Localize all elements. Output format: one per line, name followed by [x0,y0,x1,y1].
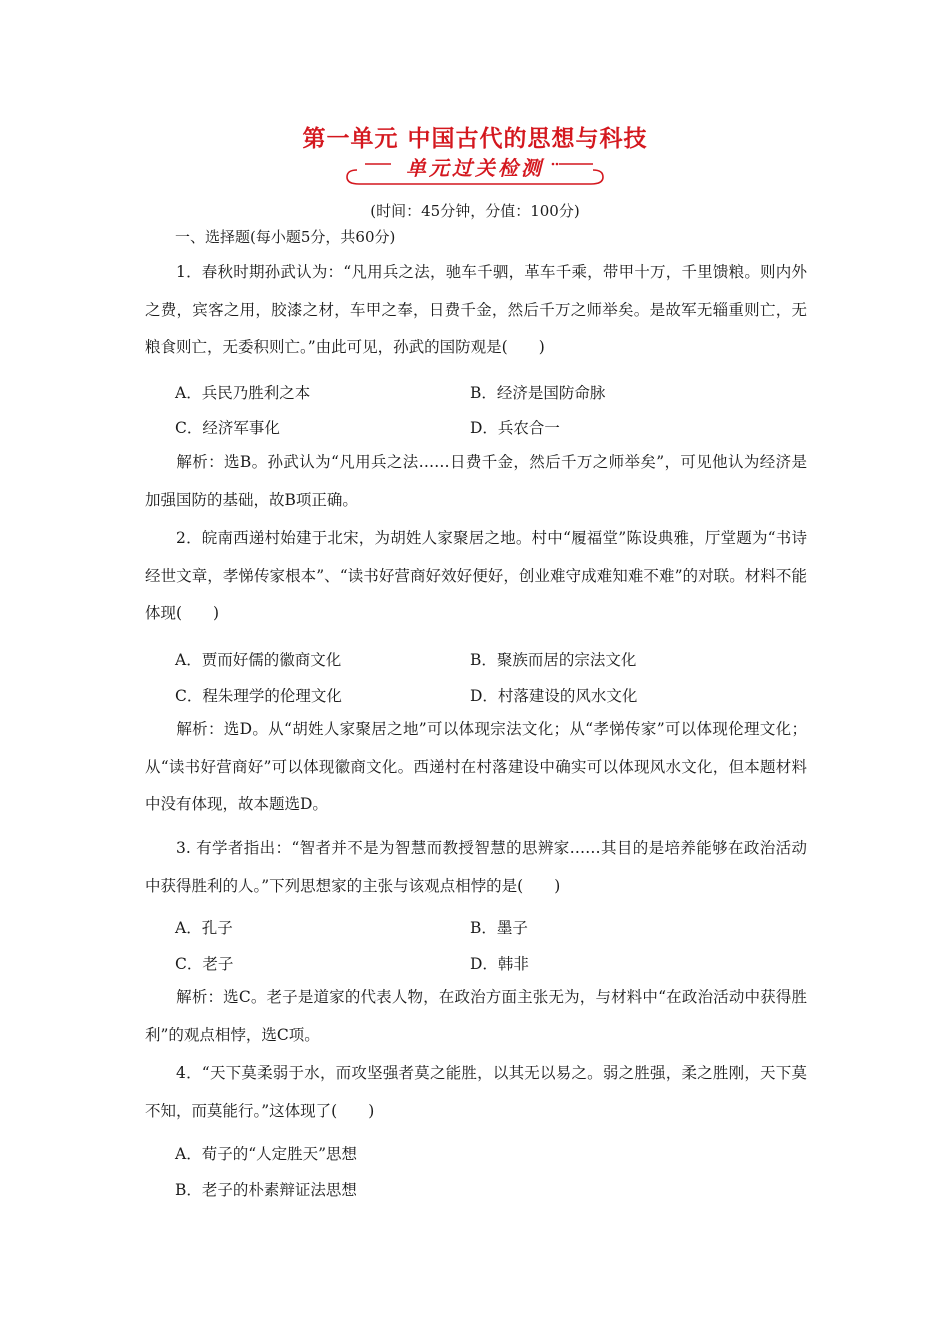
question-1-option-b: B．经济是国防命脉 [470,384,606,402]
question-2-option-d: D．村落建设的风水文化 [470,687,638,705]
question-1-stem: 1．春秋时期孙武认为：“凡用兵之法，驰车千驷，革车千乘，带甲十万，千里馈粮。则内外之费，宾客之用，胶漆之材，车甲之奉，日费千金，然后千万之师举矣。是故军无辎重则亡，无粮食则亡，无委积则亡。”由此可见，孙武的国防观是( ) [145,263,807,356]
unit-banner [343,150,607,186]
question-2-option-b: B．聚族而居的宗法文化 [470,651,637,669]
unit-title: 第一单元 中国古代的思想与科技 [302,126,648,152]
question-2-stem: 2．皖南西递村始建于北宋，为胡姓人家聚居之地。村中“履福堂”陈设典雅，厅堂题为“书诗经世文章，孝悌传家根本”、“读书好营商好效好便好，创业难守成难知难不难”的对联。材料不能体现( ) [145,529,807,622]
question-1-option-a: A．兵民乃胜利之本 [175,384,311,402]
question-3-stem: 3. 有学者指出：“智者并不是为智慧而教授智慧的思辨家……其目的是培养能够在政治活动中获得胜利的人。”下列思想家的主张与该观点相悖的是( ) [145,839,807,895]
question-4-stem: 4．“天下莫柔弱于水，而攻坚强者莫之能胜，以其无以易之。弱之胜强，柔之胜刚，天下莫不知，而莫能行。”这体现了( ) [145,1064,807,1120]
question-1-analysis: 解析：选B。孙武认为“凡用兵之法……日费千金，然后千万之师举矣”，可见他认为经济是加强国防的基础，故B项正确。 [145,453,807,509]
section-heading: 一、选择题(每小题5分，共60分) [175,228,396,246]
question-3-option-b: B．墨子 [470,919,528,937]
exam-meta: (时间：45分钟，分值：100分) [370,202,580,220]
question-3-option-c: C．老子 [175,955,234,973]
question-2-option-a: A．贾而好儒的徽商文化 [175,651,342,669]
question-3-option-a: A．孔子 [175,919,233,937]
question-2-option-c: C．程朱理学的伦理文化 [175,687,342,705]
question-2-analysis: 解析：选D。从“胡姓人家聚居之地”可以体现宗法文化；从“孝悌传家”可以体现伦理文化；从“读书好营商好”可以体现徽商文化。西递村在村落建设中确实可以体现风水文化，但本题材料中没有体现，故本题选D。 [145,720,807,813]
question-3-analysis: 解析：选C。老子是道家的代表人物，在政治方面主张无为，与材料中“在政治活动中获得胜利”的观点相悖，选C项。 [145,988,807,1044]
question-1-option-c: C．经济军事化 [175,419,280,437]
question-1-option-d: D．兵农合一 [470,419,560,437]
banner-text: 单元过关检测 [406,156,544,180]
question-4-option-a: A．荀子的“人定胜天”思想 [175,1145,358,1163]
question-3-option-d: D．韩非 [470,955,529,973]
question-4-option-b: B．老子的朴素辩证法思想 [175,1181,357,1199]
